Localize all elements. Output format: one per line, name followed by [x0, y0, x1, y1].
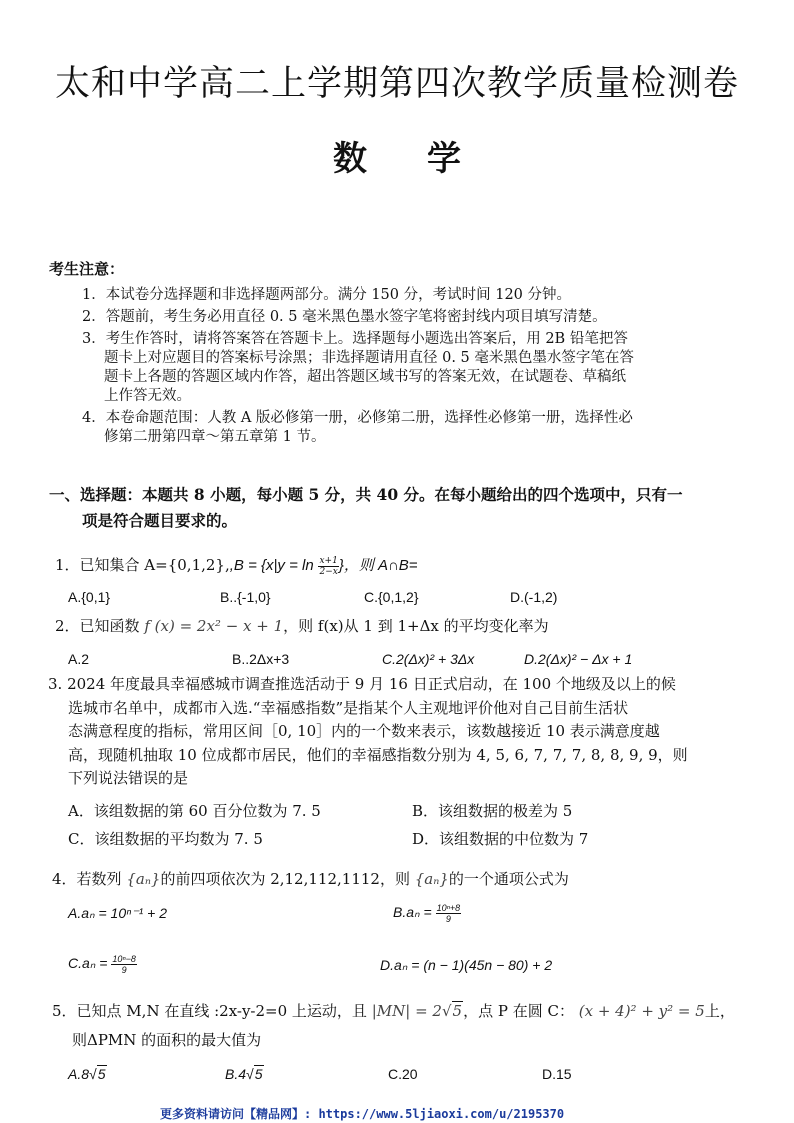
q1-set-b: ,B = {x|y = ln: [229, 557, 314, 574]
q4-c-den: 9: [121, 965, 127, 975]
subject-title: 数学: [333, 139, 521, 179]
q5-line-2: 则ΔPMN 的面积的最大值为: [72, 1031, 262, 1049]
q4-c-num: 10ⁿ−8: [112, 954, 136, 964]
section-heading-line2: 项是符合题目要求的。: [82, 511, 238, 530]
q4-middle: 的前四项依次为 2,12,112,1112，则: [160, 870, 410, 888]
notice-item-4-cont: 修第二册第四章～第五章第 1 节。: [104, 429, 326, 445]
q5-b-label: B.4: [225, 1066, 247, 1082]
q5-option-c: C.20: [388, 1066, 418, 1082]
notice-item-3: 3．考生作答时，请将答案答在答题卡上。选择题每小题选出答案后，用 2B 铅笔把答: [82, 331, 628, 347]
question-4: [52, 867, 752, 891]
section-heading-line1: 一、选择题：本题共 8 小题，每小题 5 分，共 40 分。在每小题给出的四个选项中，只有一: [49, 485, 683, 504]
q4-option-d: D.aₙ = (n − 1)(45n − 80) + 2: [380, 957, 553, 973]
q2-option-b: B..2Δx+3: [232, 651, 290, 667]
q4-option-c: [68, 954, 137, 975]
question-3: [48, 673, 748, 791]
notice-item-3-cont3: 上作答无效。: [104, 388, 191, 404]
q3-option-a: A．该组数据的第 60 百分位数为 7. 5: [68, 802, 321, 820]
q1-option-b: B..{-1,0}: [220, 589, 271, 605]
q5-suffix: 上，: [704, 1002, 735, 1020]
footer-link[interactable]: [160, 1105, 680, 1123]
q5-mid: ，点 P 在圆 C：: [463, 1002, 574, 1020]
q5-option-d: D.15: [542, 1066, 572, 1082]
q2-option-d: D.2(Δx)² − Δx + 1: [524, 651, 633, 667]
q5-mn-expr: |MN| = 2: [371, 1002, 442, 1020]
q4-seq-1: {aₙ}: [126, 870, 161, 888]
q5-option-b: B.4√5: [225, 1066, 263, 1082]
q3-line-2: 选城市名单中，成都市入选.“幸福感指数”是指某个人主观地评价他对自己目前生活状: [68, 698, 629, 717]
q2-suffix: ，则 f(x)从 1 到 1+Δx 的平均变化率为: [283, 617, 549, 635]
q4-option-c-label: C.aₙ =: [68, 955, 108, 972]
q3-line-1: 3. 2024 年度最具幸福感城市调查推选活动于 9 月 16 日正式启动，在 100 个地级及以上的候: [48, 675, 676, 693]
notice-list: [82, 286, 742, 447]
q4-suffix: 的一个通项公式为: [448, 870, 569, 888]
q1-prefix: 1．已知集合 A={0,1,2},: [55, 556, 230, 574]
footer-text[interactable]: 更多资料请访问【精品网】: https://www.5ljiaoxi.com/u/2195370: [160, 1107, 565, 1121]
q5-a-root: 5: [97, 1066, 106, 1082]
q3-option-c: C．该组数据的平均数为 7. 5: [68, 830, 263, 848]
q1-option-d: D.(-1,2): [510, 589, 558, 605]
q1-fraction: [318, 556, 338, 577]
section-heading: [49, 482, 749, 534]
q3-line-3: 态满意程度的指标，常用区间［0, 10］内的一个数来表示，该数越接近 10 表示满意度越: [68, 722, 660, 740]
notice-item-2: 2．答题前，考生务必用直径 0. 5 毫米黑色墨水签字笔将密封线内项目填写清楚。: [82, 309, 607, 325]
q5-mn-root: 5: [452, 1002, 463, 1020]
q2-prefix: 2．已知函数: [55, 617, 140, 635]
q5-b-root: 5: [254, 1066, 263, 1082]
question-5: [52, 999, 762, 1023]
q4-option-b: [393, 903, 461, 924]
notice-heading: 考生注意：: [49, 260, 125, 278]
notice-item-3-cont2: 题卡上各题的答题区域内作答，超出答题区域书写的答案无效，在试题卷、草稿纸: [104, 369, 626, 385]
q3-option-b: B．该组数据的极差为 5: [412, 802, 573, 820]
q1-option-c: C.{0,1,2}: [364, 589, 419, 605]
q4-seq-2: {aₙ}: [414, 870, 449, 888]
q3-line-4: 高，现随机抽取 10 位成都市居民，他们的幸福感指数分别为 4, 5, 6, 7, 7, 7, 8, 8, 9, 9，则: [68, 745, 688, 764]
q3-line-5: 下列说法错误的是: [68, 769, 189, 787]
q3-option-d: D．该组数据的中位数为 7: [412, 830, 589, 848]
q2-function: f (x) = 2x² − x + 1: [144, 617, 284, 635]
exam-title: 太和中学高二上学期第四次教学质量检测卷: [54, 64, 739, 104]
q4-option-c-frac: [111, 954, 137, 975]
q1-option-a: A.{0,1}: [68, 589, 111, 605]
question-2: [55, 614, 755, 638]
q4-option-b-label: B.aₙ =: [393, 904, 432, 921]
q2-option-a: A.2: [68, 651, 90, 667]
notice-item-4: 4．本卷命题范围：人教 A 版必修第一册，必修第二册，选择性必修第一册，选择性必: [82, 410, 633, 426]
q4-b-den: 9: [445, 914, 451, 924]
q4-prefix: 4．若数列: [52, 870, 122, 888]
q5-circle: (x + 4)² + y² = 5: [578, 1002, 705, 1020]
notice-item-1: 1．本试卷分选择题和非选择题两部分。满分 150 分，考试时间 120 分钟。: [82, 287, 572, 303]
q4-b-num: 10ⁿ+8: [436, 903, 461, 913]
q1-frac-den: 2−x: [319, 566, 338, 577]
q4-option-a: A.aₙ = 10ⁿ⁻¹ + 2: [68, 905, 168, 921]
q2-option-c: C.2(Δx)² + 3Δx: [382, 651, 475, 667]
q5-mn: |MN| = 2√5: [371, 1002, 463, 1020]
q1-suffix: }，则 A∩B=: [338, 557, 418, 574]
q1-frac-num: x+1: [319, 555, 338, 566]
q5-a-label: A.8: [68, 1066, 90, 1082]
q4-option-b-frac: [436, 903, 462, 924]
q5-prefix: 5．已知点 M,N 在直线 :2x-y-2=0 上运动，且: [52, 1002, 367, 1020]
question-1: [55, 553, 755, 578]
notice-item-3-cont: 题卡上对应题目的答案标号涂黑；非选择题请用直径 0. 5 毫米黑色墨水签字笔在答: [104, 350, 634, 366]
q5-option-a: A.8√5: [68, 1066, 106, 1082]
